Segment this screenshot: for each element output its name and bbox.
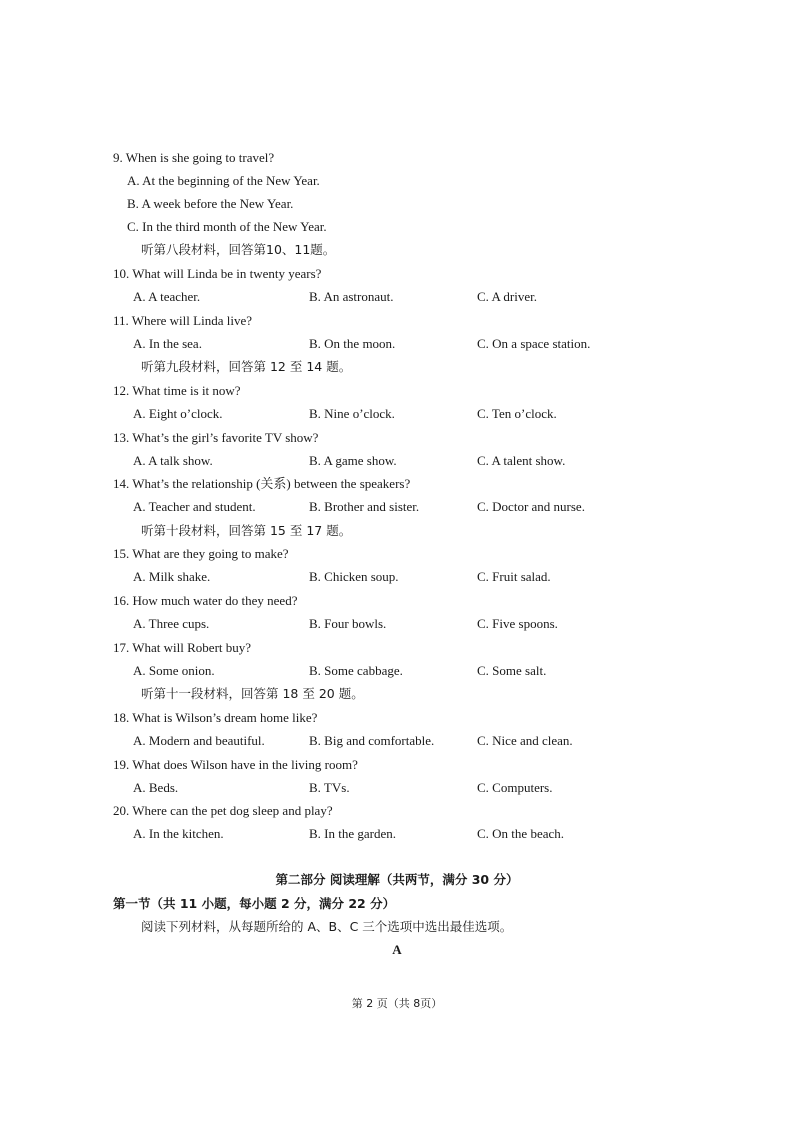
question-12-option-c: C. Ten o’clock. xyxy=(477,406,557,421)
question-10-option-a: A. A teacher. xyxy=(133,289,201,304)
passage-label: A xyxy=(392,942,402,957)
question-9-option-c: C. In the third month of the New Year. xyxy=(127,219,327,234)
question-18-option-a: A. Modern and beautiful. xyxy=(133,733,265,748)
question-20-option-b: B. In the garden. xyxy=(309,826,397,841)
question-18: 18. What is Wilson’s dream home like? xyxy=(113,710,318,725)
question-12-option-a: A. Eight o’clock. xyxy=(133,406,223,421)
question-17-option-b: B. Some cabbage. xyxy=(309,663,403,678)
question-14-option-c: C. Doctor and nurse. xyxy=(477,499,585,514)
question-16-option-c: C. Five spoons. xyxy=(477,616,558,631)
instruction-material-9: 听第九段材料，回答第 12 至 14 题。 xyxy=(141,359,352,374)
question-18-option-c: C. Nice and clean. xyxy=(477,733,573,748)
question-11-option-b: B. On the moon. xyxy=(309,336,396,351)
question-14-option-b: B. Brother and sister. xyxy=(309,499,420,514)
question-12-option-b: B. Nine o’clock. xyxy=(309,406,395,421)
question-9: 9. When is she going to travel? xyxy=(113,150,275,165)
question-13-option-c: C. A talent show. xyxy=(477,453,566,468)
question-13-option-b: B. A game show. xyxy=(309,453,397,468)
question-14-option-a: A. Teacher and student. xyxy=(133,499,256,514)
question-19: 19. What does Wilson have in the living room? xyxy=(113,757,358,772)
question-14: 14. What’s the relationship (关系) between the speakers? xyxy=(113,476,411,491)
question-10: 10. What will Linda be in twenty years? xyxy=(113,266,322,281)
question-15-option-c: C. Fruit salad. xyxy=(477,569,551,584)
section-one-heading: 第一节（共 11 小题，每小题 2 分，满分 22 分） xyxy=(113,896,396,911)
question-19-option-c: C. Computers. xyxy=(477,780,553,795)
instruction-material-8: 听第八段材料，回答第10、11题。 xyxy=(141,242,336,257)
question-19-option-a: A. Beds. xyxy=(133,780,179,795)
instruction-material-10: 听第十段材料，回答第 15 至 17 题。 xyxy=(141,523,352,538)
question-11: 11. Where will Linda live? xyxy=(113,313,252,328)
question-15: 15. What are they going to make? xyxy=(113,546,289,561)
question-16-option-a: A. Three cups. xyxy=(133,616,210,631)
question-16-option-b: B. Four bowls. xyxy=(309,616,387,631)
question-18-option-b: B. Big and comfortable. xyxy=(309,733,435,748)
question-16: 16. How much water do they need? xyxy=(113,593,298,608)
question-10-option-c: C. A driver. xyxy=(477,289,537,304)
reading-directions: 阅读下列材料，从每题所给的 A、B、C 三个选项中选出最佳选项。 xyxy=(141,919,513,934)
question-17-option-c: C. Some salt. xyxy=(477,663,547,678)
question-17-option-a: A. Some onion. xyxy=(133,663,215,678)
question-12: 12. What time is it now? xyxy=(113,383,241,398)
instruction-material-11: 听第十一段材料，回答第 18 至 20 题。 xyxy=(141,686,364,701)
question-20: 20. Where can the pet dog sleep and play? xyxy=(113,803,333,818)
question-20-option-a: A. In the kitchen. xyxy=(133,826,224,841)
question-13: 13. What’s the girl’s favorite TV show? xyxy=(113,430,319,445)
question-9-option-a: A. At the beginning of the New Year. xyxy=(127,173,320,188)
question-15-option-a: A. Milk shake. xyxy=(133,569,211,584)
question-11-option-a: A. In the sea. xyxy=(133,336,202,351)
page-footer: 第 2 页（共 8页） xyxy=(351,997,443,1010)
question-9-option-b: B. A week before the New Year. xyxy=(127,196,294,211)
question-11-option-c: C. On a space station. xyxy=(477,336,591,351)
question-13-option-a: A. A talk show. xyxy=(133,453,213,468)
question-20-option-c: C. On the beach. xyxy=(477,826,565,841)
question-17: 17. What will Robert buy? xyxy=(113,640,252,655)
part-two-title: 第二部分 阅读理解（共两节，满分 30 分） xyxy=(275,872,519,887)
question-15-option-b: B. Chicken soup. xyxy=(309,569,399,584)
question-19-option-b: B. TVs. xyxy=(309,780,350,795)
question-10-option-b: B. An astronaut. xyxy=(309,289,394,304)
